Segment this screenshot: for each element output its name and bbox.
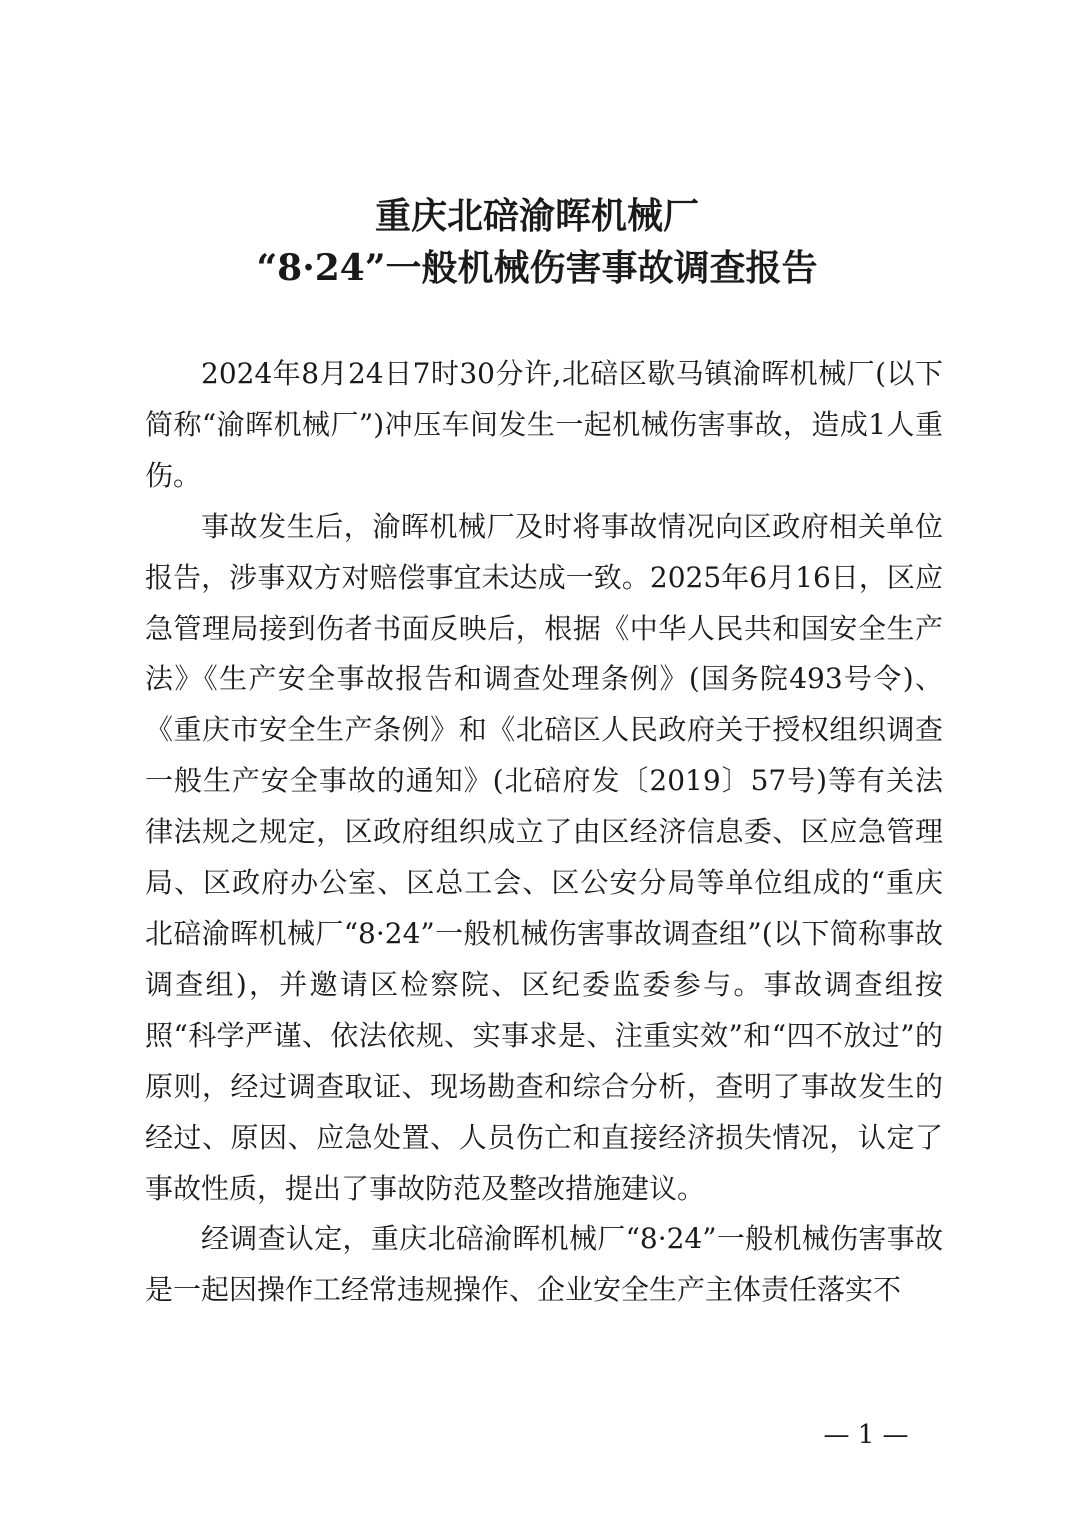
paragraph-3: 经调查认定，重庆北碚渝晖机械厂“8·24”一般机械伤害事故是一起因操作工经常违规操作、企业安全生产主体责任落实不 (145, 1222, 943, 1307)
document-title-line-1: 重庆北碚渝晖机械厂 (374, 195, 699, 237)
paragraph-2: 事故发生后，渝晖机械厂及时将事故情况向区政府相关单位报告，涉事双方对赔偿事宜未达成一致。2025年6月16日，区应急管理局接到伤者书面反映后，根据《中华人民共和国安全生产法》《生产安全事故报告和调查处理条例》(国务院493号令)、《重庆市安全生产条例》和《北碚区人民政府关于授权组织调查一般生产安全事故的通知》(北碚府发〔2019〕57号)等有关法律法规之规定，区政府组织成立了由区经济信息委、区应急管理局、区政府办公室、区总工会、区公安分局等单位组成的“重庆北碚渝晖机械厂“8·24”一般机械伤害事故调查组”(以下简称事故调查组)，并邀请区检察院、区纪委监委参与。事故调查组按照“科学严谨、依法依规、实事求是、注重实效”和“四不放过”的原则，经过调查取证、现场勘查和综合分析，查明了事故发生的经过、原因、应急处置、人员伤亡和直接经济损失情况，认定了事故性质，提出了事故防范及整改措施建议。 (145, 509, 943, 1205)
document-title-line-2: “8·24”一般机械伤害事故调查报告 (256, 247, 818, 289)
page-number: — 1 — (823, 1420, 909, 1450)
document-body (145, 349, 943, 1316)
paragraph-1: 2024年8月24日7时30分许,北碚区歇马镇渝晖机械厂(以下简称“渝晖机械厂”)冲压车间发生一起机械伤害事故，造成1人重伤。 (145, 357, 943, 492)
